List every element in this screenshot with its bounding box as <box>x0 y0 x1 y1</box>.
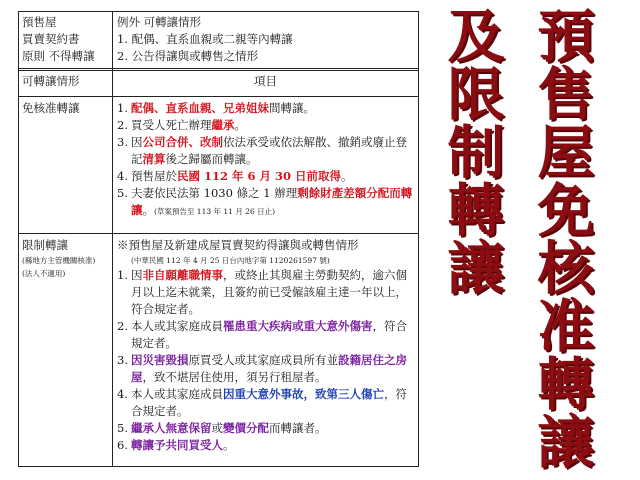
item-text: 因災害毀損 <box>131 353 189 367</box>
item-text: (草案預告至 113 年 11 月 26 日止) <box>154 207 276 216</box>
list-item <box>117 318 414 352</box>
title-char: 預 <box>537 4 595 70</box>
restricted-note-approval: (縣地方主管機關核准) <box>22 256 96 265</box>
list-item <box>117 100 414 117</box>
list-item <box>117 437 414 454</box>
side-title-right <box>534 4 598 476</box>
item-number: 1. <box>117 101 128 115</box>
list-item <box>117 134 414 168</box>
item-text: 買受人死亡辦理 <box>131 118 212 132</box>
restricted-intro: ※預售屋及新建成屋買賣契約得讓與或轉售情形 <box>117 238 359 252</box>
col-header-right: 項目 <box>254 74 277 88</box>
title-char: 轉 <box>447 178 505 244</box>
header-row <box>19 12 418 68</box>
restricted-note-corp: (法人不適用) <box>22 269 66 278</box>
title-char: 售 <box>537 62 595 128</box>
item-text: 間轉讓。 <box>269 101 315 115</box>
item-number: 4. <box>117 387 128 401</box>
item-text: 或 <box>211 421 223 435</box>
item-number: 2. <box>117 319 128 333</box>
list-item <box>117 168 414 185</box>
item-text: 原買受人或其家庭成員所有並 <box>188 353 338 367</box>
item-text: ，或終止其與雇主勞動契約，逾六個月以上迄未就業，且簽約前已受僱該雇主達一年以上，符合規定者。 <box>131 268 407 316</box>
title-char: 制 <box>447 120 505 186</box>
item-text: 。 <box>142 203 154 217</box>
item-number: 3. <box>117 353 128 367</box>
item-text: 因 <box>131 268 143 282</box>
item-text: 設籍居住之房屋 <box>131 353 407 384</box>
item-text: 。 <box>234 118 246 132</box>
restricted-row <box>19 234 418 466</box>
item-text: 因重大意外事故，致第三人傷亡 <box>223 387 384 401</box>
header-divider <box>19 68 418 71</box>
title-char: 及 <box>447 4 505 70</box>
column-header-row <box>19 72 418 94</box>
item-text: 。 <box>223 438 235 452</box>
item-text: 而轉讓者。 <box>269 421 327 435</box>
item-text: ，符合規定者。 <box>131 387 407 418</box>
item-text: 本人或其家庭成員 <box>131 319 223 333</box>
item-text: 夫妻依民法第 1030 條之 1 辦理 <box>131 186 298 200</box>
item-number: 6. <box>117 438 128 452</box>
list-item <box>117 267 414 318</box>
item-text: 變價分配 <box>223 421 269 435</box>
restricted-intro-ref: (中華民國 112 年 4 月 25 日台內地字第 1120261597 號) <box>131 256 330 265</box>
col-header-left: 可轉讓情形 <box>22 74 80 88</box>
item-text: 公司合併、改制 <box>142 135 223 149</box>
item-text: 配偶、直系血親、兄弟姐妹 <box>131 101 269 115</box>
title-char: 准 <box>537 294 595 360</box>
header-right: 例外 可轉讓情形 1. 配偶、直系血親或二親等內轉讓 2. 公告得讓與或轉售之情形 <box>117 15 293 63</box>
item-text: 依法承受或依法解散、撤銷或廢止登記 <box>131 135 407 166</box>
item-text: 。 <box>341 169 353 183</box>
item-text: ，符合規定者。 <box>131 319 407 350</box>
list-item <box>117 420 414 437</box>
item-number: 3. <box>117 135 128 149</box>
item-text: 轉讓予共同買受人 <box>131 438 223 452</box>
item-number: 2. <box>117 118 128 132</box>
restricted-label-block <box>22 237 95 280</box>
restricted-items <box>117 237 414 454</box>
title-char: 免 <box>537 178 595 244</box>
title-char: 核 <box>537 236 595 302</box>
title-char: 讓 <box>537 410 595 476</box>
title-char: 屋 <box>537 120 595 186</box>
restricted-list <box>117 267 414 454</box>
item-number: 5. <box>117 186 128 200</box>
item-number: 5. <box>117 421 128 435</box>
item-number: 4. <box>117 169 128 183</box>
item-text: 清算 <box>142 152 166 166</box>
item-text: 繼承 <box>211 118 235 132</box>
list-item <box>117 352 414 386</box>
restricted-label: 限制轉讓 <box>22 238 68 252</box>
item-text: 繼承人無意保留 <box>131 421 212 435</box>
list-item <box>117 185 414 220</box>
side-title-left <box>444 4 508 302</box>
title-char: 讓 <box>447 236 505 302</box>
list-item <box>117 117 414 134</box>
item-text: 本人或其家庭成員 <box>131 387 223 401</box>
transfer-rules-table <box>18 11 419 467</box>
exempt-items <box>117 100 414 220</box>
item-text: 因 <box>131 135 143 149</box>
list-item <box>117 386 414 420</box>
item-text: 剩餘財產差額分配而轉讓 <box>131 186 413 217</box>
item-text: 後之歸屬而轉讓。 <box>165 152 258 166</box>
item-number: 1. <box>117 268 128 282</box>
item-text: ，致不堪居住使用，須另行租屋者。 <box>142 370 327 384</box>
title-char: 限 <box>447 62 505 128</box>
item-text: 罹患重大疾病或重大意外傷害 <box>223 319 373 333</box>
item-text: 民國 112 年 6 月 30 日前取得 <box>177 169 342 183</box>
item-text: 預售屋於 <box>131 169 177 183</box>
exempt-label: 免核准轉讓 <box>22 101 80 115</box>
header-left: 預售屋 買賣契約書 原則 不得轉讓 <box>22 15 95 63</box>
item-text: 非自願離職情事 <box>142 268 223 282</box>
exempt-row <box>19 97 418 233</box>
title-char: 轉 <box>537 352 595 418</box>
